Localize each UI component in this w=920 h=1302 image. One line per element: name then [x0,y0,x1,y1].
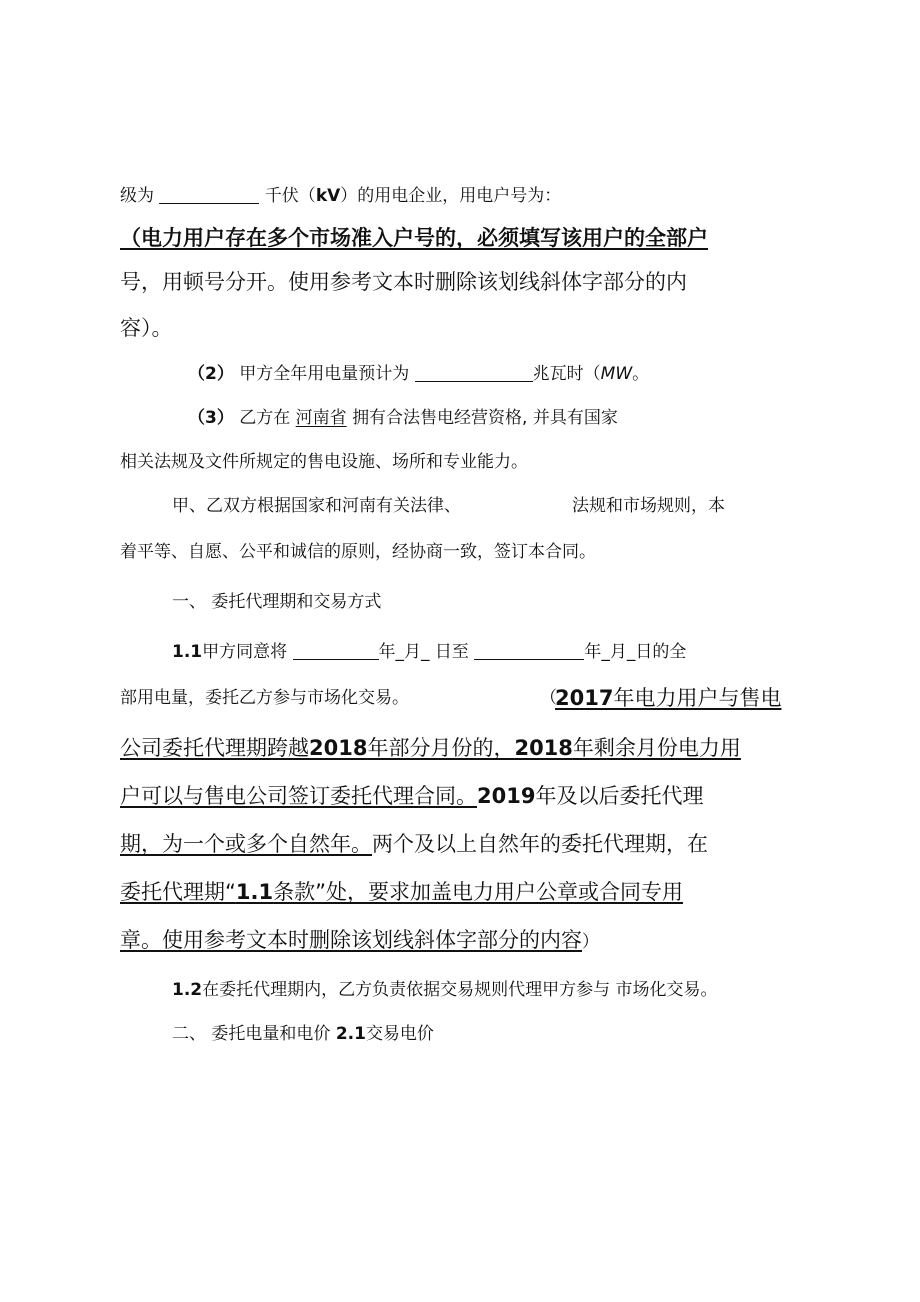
item-3 [188,410,618,427]
section-1-title [172,594,381,611]
paragraph-voltage-line [120,186,561,205]
note2-line-4 [120,834,708,855]
text: 年部分月份的， [367,736,515,760]
text: 在委托代理期内，乙方负责依据交易规则代理甲方参与 市场化交易。 [202,980,718,1000]
note2-line-1 [555,688,781,709]
text: 甲方全年用电量预计为 [239,364,410,384]
clause-number: 1.1 [235,880,274,904]
text: 部用电量，委托乙方参与市场化交易。 [120,688,409,708]
note2-line-6 [120,930,599,951]
section-2-title [172,1026,434,1043]
para-line-1a [172,498,461,515]
voltage-blank[interactable] [159,186,259,204]
text: 章。使用参考文本时删除该划线斜体字部分的内容 [120,928,582,952]
para-line-2 [120,544,596,561]
end-year-blank[interactable] [474,642,584,660]
text: 着平等、自愿、公平和诚信的原则，经协商一致，签订本合同。 [120,542,596,562]
start-year-blank[interactable] [293,642,379,660]
text: 。 [632,364,650,384]
heading: 二、 委托电量和电价 [172,1024,331,1044]
note-line-2 [120,272,687,293]
note-line-1 [120,228,708,249]
note-text: 号，用顿号分开。使用参考文本时删除该划线斜体字部分的内 [120,270,687,294]
heading: 交易电价 [365,1024,434,1044]
province: 河南省 [295,408,347,428]
text: 甲方同意将 [202,642,288,662]
text: 乙方在 [239,408,291,428]
text: 期，为一个或多个自然年。 [120,832,372,856]
text: 相关法规及文件所规定的售电设施、场所和专业能力。 [120,452,528,472]
text: ） [582,932,599,952]
note2-line-3 [120,786,703,807]
text: 年_月_日的全 [584,642,687,662]
text: （ [540,688,557,708]
item-2 [188,364,649,383]
text: 千伏（ [264,186,316,206]
text: 兆瓦时（ [532,364,601,384]
clause-number: 1.2 [172,980,203,1000]
text: 年_月_ 日至 [378,642,469,662]
text: 拥有合法售电经营资格, 并具有国家 [352,408,618,428]
text: 委托代理期“ [120,880,236,904]
note-text: （电力用户存在多个市场准入户号的，必须填写该用户的全部户 [120,226,708,250]
text: 甲、乙双方根据国家和河南有关法律、 [172,496,461,516]
annual-usage-blank[interactable] [415,364,533,382]
clause-number: 1.1 [172,642,203,662]
text: 条款”处，要求加盖电力用户公章或合同专用 [273,880,683,904]
item-number: （2） [188,364,234,384]
item-number: （3） [188,408,234,428]
para-line-1b [572,498,725,515]
text: 年及以后委托代理 [535,784,704,808]
text: 级为 [120,186,154,206]
clause-1-1 [172,642,686,661]
item-3-cont [120,454,528,471]
note-text: 容）。 [120,316,173,340]
text: 年电力用户与售电 [613,686,782,710]
heading: 一、 委托代理期和交易方式 [172,592,382,612]
year: 2017 [555,686,614,710]
note-line-3 [120,318,173,339]
year: 2018 [309,736,368,760]
text: ）的用电企业，用电户号为： [340,186,562,206]
year: 2019 [477,784,536,808]
clause-1-1-cont [120,690,409,707]
clause-1-2 [172,982,718,999]
unit: MW [600,364,633,384]
text: 两个及以上自然年的委托代理期，在 [372,832,708,856]
text: 年剩余月份电力用 [572,736,741,760]
note2-line-5 [120,882,683,903]
clause-number: 2.1 [335,1024,366,1044]
year: 2018 [514,736,573,760]
text: 户可以与售电公司签订委托代理合同。 [120,784,477,808]
kv-unit: kV [315,186,341,206]
text: 公司委托代理期跨越 [120,736,309,760]
text: 法规和市场规则，本 [572,496,725,516]
note2-line-2 [120,738,741,759]
